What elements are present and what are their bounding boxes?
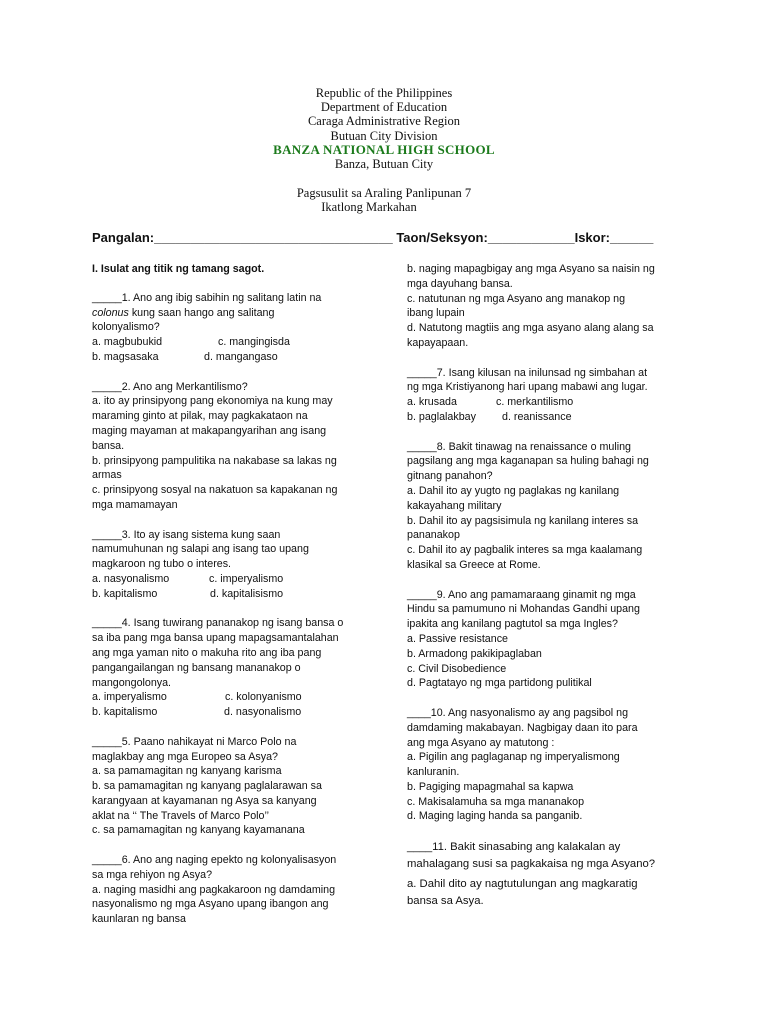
option-text: c. prinsipyong sosyal na nakatuon sa kapakanan ng bbox=[92, 484, 338, 497]
option-b: b. paglalakbay bbox=[407, 410, 476, 423]
question-stem: pangangailangan ng bansang mananakop o bbox=[92, 661, 301, 674]
option-text: kanluranin. bbox=[407, 766, 460, 779]
option-text: c. Dahil ito ay pagbalik interes sa mga kaalamang bbox=[407, 544, 643, 557]
option-text: kaunlaran ng bansa bbox=[92, 913, 186, 926]
italic-term: colonus bbox=[92, 306, 129, 319]
question-stem: damdaming makabayan. Nagbigay daan ito para bbox=[407, 721, 638, 734]
option-text: maging mayaman at makapangyarihan ang isang bbox=[92, 424, 327, 437]
question-3 bbox=[92, 528, 372, 602]
option-b: b. kapitalismo bbox=[92, 587, 158, 600]
option-text: d. Maging laging handa sa panganib. bbox=[407, 810, 583, 823]
option-text: c. Civil Disobedience bbox=[407, 662, 507, 675]
option-a: a. magbubukid bbox=[92, 336, 163, 349]
option-text: b. Pagiging mapagmahal sa kapwa bbox=[407, 780, 574, 793]
option-text: d. Natutong magtiis ang mga asyano alang alang sa bbox=[407, 322, 654, 335]
question-10 bbox=[407, 706, 685, 824]
option-c: c. kolonyanismo bbox=[225, 691, 302, 704]
document-header bbox=[0, 86, 768, 215]
option-text: karangyaan at kayamanan ng Asya sa kanyang bbox=[92, 794, 317, 807]
option-c: c. imperyalismo bbox=[209, 572, 284, 585]
question-stem: sa iba pang mga bansa upang mapagsamantalahan bbox=[92, 632, 339, 645]
option-text: c. Makisalamuha sa mga mananakop bbox=[407, 795, 585, 808]
option-d: d. kapitalisismo bbox=[210, 587, 284, 600]
question-11 bbox=[407, 839, 685, 910]
option-b: b. magsasaka bbox=[92, 350, 159, 363]
question-stem: maglakbay ang mga Europeo sa Asya? bbox=[92, 750, 278, 763]
question-stem: _____9. Ano ang pamamaraang ginamit ng mga bbox=[407, 588, 636, 601]
question-stem: _____7. Isang kilusan na inilunsad ng simbahan at bbox=[407, 366, 648, 379]
instructions: I. Isulat ang titik ng tamang sagot. bbox=[92, 263, 265, 275]
question-6 bbox=[92, 853, 372, 927]
question-6-continued bbox=[407, 262, 685, 351]
exam-title: Pagsusulit sa Araling Panlipunan 7 bbox=[296, 186, 472, 201]
option-text: c. natutunan ng mga Asyano ang manakop ng bbox=[407, 292, 626, 305]
question-stem: ipakita ang kanilang pagtutol sa mga Ingles? bbox=[407, 618, 618, 631]
question-stem: _____2. Ano ang Merkantilismo? bbox=[92, 380, 248, 393]
header-department: Department of Education bbox=[320, 100, 448, 115]
option-text: a. Dahil dito ay nagtutulungan ang magkaratig bbox=[407, 878, 638, 891]
school-name: BANZA NATIONAL HIGH SCHOOL bbox=[273, 141, 495, 157]
option-text: a. sa pamamagitan ng kanyang karisma bbox=[92, 765, 282, 778]
option-text: kapayapaan. bbox=[407, 336, 469, 349]
question-stem: ang mga yaman nito o makuha rito ang iba pang bbox=[92, 646, 322, 659]
question-1 bbox=[92, 291, 372, 365]
question-stem: ng mga Kristiyanong hari upang mabawi ang lugar. bbox=[407, 381, 648, 394]
option-a: a. krusada bbox=[407, 396, 457, 409]
question-9 bbox=[407, 588, 685, 692]
left-column bbox=[92, 262, 372, 942]
option-text: b. prinsipyong pampulitika na nakabase sa lakas ng bbox=[92, 454, 337, 467]
option-text: mga dayuhang bansa. bbox=[407, 277, 513, 290]
option-text: nasyonalismo ng mga Asyano upang ibangon ang bbox=[92, 898, 329, 911]
option-text: a. Pigilin ang paglaganap ng imperyalismong bbox=[407, 751, 620, 764]
question-stem: _____8. Bakit tinawag na renaissance o muling bbox=[407, 440, 631, 453]
question-stem-part: kung saan hango ang salitang bbox=[128, 306, 275, 319]
question-stem: magkaroon ng tubo o interes. bbox=[92, 558, 232, 571]
name-section-line: Pangalan:_________________________________ Taon/Seksyon:____________Iskor:______ bbox=[92, 230, 654, 245]
option-text: c. sa pamamagitan ng kanyang kayamanana bbox=[92, 824, 305, 837]
header-republic: Republic of the Philippines bbox=[315, 86, 453, 100]
question-stem: _____5. Paano nahikayat ni Marco Polo na bbox=[92, 735, 297, 748]
option-text: a. Dahil ito ay yugto ng paglakas ng kanilang bbox=[407, 484, 620, 497]
question-stem: sa mga rehiyon ng Asya? bbox=[92, 868, 213, 881]
option-text: kakayahang military bbox=[407, 499, 502, 512]
option-text: mga mamamayan bbox=[92, 498, 178, 511]
header-region: Caraga Administrative Region bbox=[307, 114, 461, 129]
option-text: b. Armadong pakikipaglaban bbox=[407, 647, 542, 660]
question-stem: _____6. Ano ang naging epekto ng kolonyalisasyon bbox=[92, 854, 337, 867]
school-address: Banza, Butuan City bbox=[334, 157, 434, 172]
option-d: d. mangangaso bbox=[204, 350, 278, 363]
question-2 bbox=[92, 380, 372, 513]
option-text: a. naging masidhi ang pagkakaroon ng damdaming bbox=[92, 883, 336, 896]
question-stem: mangongolonya. bbox=[92, 676, 172, 689]
option-text: aklat na ‘‘ The Travels of Marco Polo’’ bbox=[92, 809, 270, 822]
option-text: bansa. bbox=[92, 439, 125, 452]
option-text: bansa sa Asya. bbox=[407, 895, 484, 908]
option-text: a. ito ay prinsipyong pang ekonomiya na kung may bbox=[92, 395, 333, 408]
option-text: maraming ginto at pilak, may pagkakataon na bbox=[92, 410, 308, 423]
question-stem: Hindu sa pamumuno ni Mohandas Gandhi upang bbox=[407, 603, 640, 616]
option-a: a. nasyonalismo bbox=[92, 572, 170, 585]
option-text: klasikal sa Greece at Rome. bbox=[407, 558, 541, 571]
question-8 bbox=[407, 440, 685, 573]
option-text: b. Dahil ito ay pagsisimula ng kanilang interes sa bbox=[407, 514, 639, 527]
question-stem: _____4. Isang tuwirang pananakop ng isang bansa o bbox=[92, 617, 344, 630]
option-text: b. sa pamamagitan ng kanyang paglalarawan sa bbox=[92, 780, 322, 793]
question-stem: ____11. Bakit sinasabing ang kalakalan ay bbox=[407, 841, 621, 854]
option-text: ibang lupain bbox=[407, 307, 465, 320]
question-stem: kolonyalismo? bbox=[92, 321, 160, 334]
question-stem: mahalagang susi sa pagkakaisa ng mga Asyano? bbox=[407, 858, 656, 871]
option-text: armas bbox=[92, 469, 122, 482]
header-division: Butuan City Division bbox=[330, 128, 438, 143]
question-stem: _____3. Ito ay isang sistema kung saan bbox=[92, 528, 281, 541]
question-stem: ang mga Asyano ay matutong : bbox=[407, 736, 555, 749]
option-a: a. imperyalismo bbox=[92, 691, 167, 704]
question-stem: namumuhunan ng salapi ang isang tao upang bbox=[92, 543, 309, 556]
question-4 bbox=[92, 616, 372, 720]
option-d: d. reanissance bbox=[502, 410, 572, 423]
option-text: d. Pagtatayo ng mga partidong pulitikal bbox=[407, 677, 592, 690]
question-stem: ____10. Ang nasyonalismo ay ang pagsibol ng bbox=[407, 706, 629, 719]
question-stem: pagsilang ang mga kaganapan sa huling bahagi ng bbox=[407, 455, 649, 468]
question-stem: _____1. Ano ang ibig sabihin ng salitang latin na bbox=[92, 291, 322, 304]
option-b: b. kapitalismo bbox=[92, 706, 158, 719]
exam-quarter: Ikatlong Markahan bbox=[321, 200, 417, 215]
option-c: c. merkantilismo bbox=[496, 396, 574, 409]
right-column bbox=[407, 262, 685, 925]
option-text: a. Passive resistance bbox=[407, 632, 508, 645]
option-c: c. mangingisda bbox=[218, 336, 290, 349]
question-stem bbox=[92, 306, 372, 321]
option-text: b. naging mapagbigay ang mga Asyano sa naisin ng bbox=[407, 263, 655, 275]
option-text: pananakop bbox=[407, 529, 460, 542]
question-7 bbox=[407, 366, 685, 425]
question-stem: gitnang panahon? bbox=[407, 470, 493, 483]
question-5 bbox=[92, 735, 372, 839]
option-d: d. nasyonalismo bbox=[224, 706, 302, 719]
